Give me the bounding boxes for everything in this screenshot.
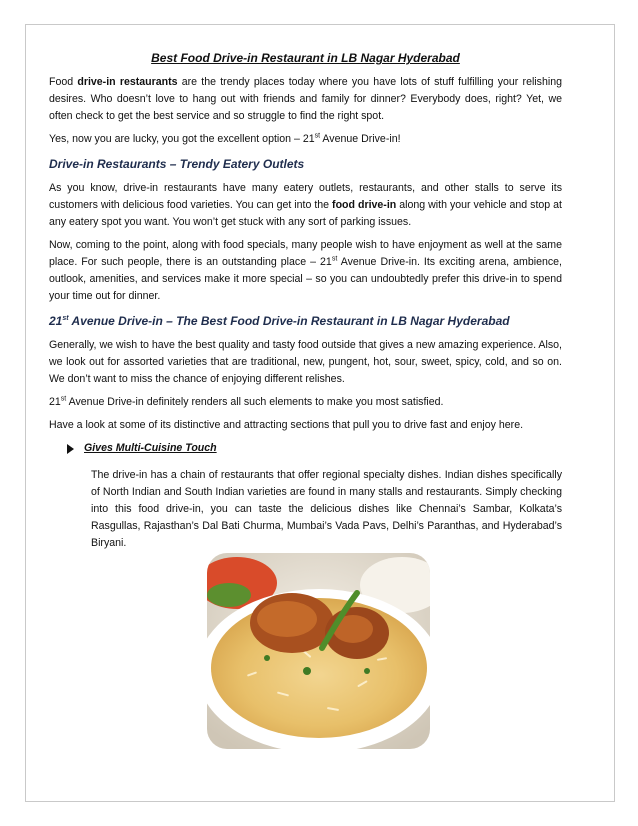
s2-p2-text-a: 21	[49, 396, 61, 408]
intro-p1-text-b: are the trendy places today where you have lots of stuff fulfilling your relishing desires. Who doesn’t love to hang out with friends and family for dinner? Everybody does, right? Yet, we often check to get the best service and so struggle to find the right spot.	[49, 76, 562, 122]
intro-p1-text-a: Food	[49, 76, 78, 88]
s2-p2-sup: st	[60, 395, 67, 403]
biryani-photo	[207, 553, 430, 749]
section1-heading: Drive-in Restaurants – Trendy Eatery Outlets	[49, 157, 305, 171]
arrow-bullet-icon	[67, 444, 74, 454]
intro-p2-sup: st	[314, 132, 321, 140]
s1-p1-text-b: along with your vehicle and stop at any eatery spot you want. You won’t get stuck with any sort of parking issues.	[49, 199, 562, 228]
section1-paragraph-2	[49, 237, 562, 305]
bullet-paragraph: The drive-in has a chain of restaurants that offer regional specialty dishes. Indian dishes specifically of North Indian and South Indian varieties are found in many stalls and restaurants. Simply checking into this food drive-in, you can taste the delicious dishes like Chennai’s Sambar, Kolkata’s Rasgullas, Rajasthan’s Dal Bati Churma, Mumbai’s Vada Pavs, Delhi’s Paranthas, and Hyderabad’s Biryani.	[91, 469, 562, 549]
intro-paragraph-1	[49, 74, 562, 125]
document-title: Best Food Drive-in Restaurant in LB Nagar Hyderabad	[151, 51, 460, 65]
section2-paragraph-3: Have a look at some of its distinctive and attracting sections that pull you to drive fast and enjoy here.	[49, 419, 524, 431]
section2-paragraph-1: Generally, we wish to have the best quality and tasty food outside that gives a new amazing experience. Also, we look out for assorted varieties that are traditional, new, pungent, hot, sour, sweet, spicy, cold, and so on. We don’t want to miss the chance of enjoying different relishes.	[49, 339, 562, 385]
s2-heading-b: Avenue Drive-in – The Best Food Drive-in Restaurant in LB Nagar Hyderabad	[68, 314, 510, 328]
s2-heading-a: 21	[49, 314, 63, 328]
bullet-multi-cuisine	[67, 440, 562, 457]
section2-paragraph-2	[49, 394, 562, 411]
s1-p2-sup: st	[331, 255, 338, 263]
s1-p1-bold: food drive-in	[332, 199, 397, 211]
s2-heading-sup: st	[62, 315, 69, 322]
intro-p1-bold: drive-in restaurants	[77, 76, 178, 88]
intro-paragraph-2	[49, 131, 562, 148]
lettuce-garnish	[207, 583, 251, 607]
s1-p2-text-a: Now, coming to the point, along with food specials, many people wish to have enjoyment as well at the same place. For such people, there is an outstanding place – 21	[49, 239, 562, 268]
intro-p2-text-b: Avenue Drive-in!	[320, 133, 401, 145]
biryani-illustration	[207, 553, 430, 749]
s2-p2-text-b: Avenue Drive-in definitely renders all such elements to make you most satisfied.	[66, 396, 444, 408]
document-body	[49, 48, 562, 558]
bullet-label: Gives Multi-Cuisine Touch	[84, 442, 217, 454]
section2-heading	[49, 311, 562, 331]
intro-p2-text-a: Yes, now you are lucky, you got the excellent option – 21	[49, 133, 315, 145]
s1-p2-text-b: Avenue Drive-in. Its exciting arena, ambience, outlook, amenities, and services make it more special – so you can undoubtedly prefer this drive-in to spend your time out for dinner.	[49, 256, 562, 302]
s1-p1-text-a: As you know, drive-in restaurants have many eatery outlets, restaurants, and other stalls to serve its customers with delicious food varieties. You can get into the	[49, 182, 562, 211]
section1-paragraph-1	[49, 180, 562, 231]
